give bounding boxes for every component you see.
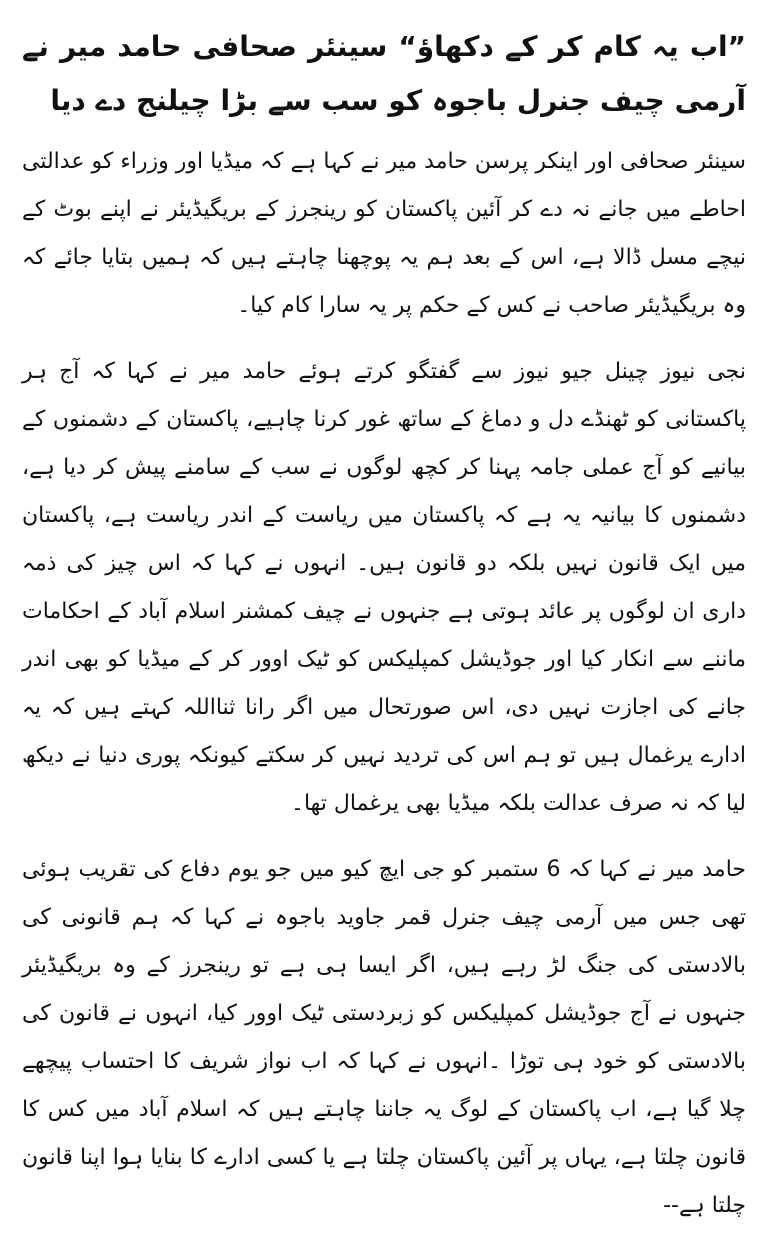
article-paragraph-3: حامد میر نے کہا کہ 6 ستمبر کو جی ایچ کیو میں جو یوم دفاع کی تقریب ہوئی تھی جس میں آرمی چیف جنرل قمر جاوید باجوہ نے کہا کہ ہم قانونی کی بالادستی کی جنگ لڑ رہے ہیں، اگر ایسا ہی ہے تو رینجرز کے وہ بریگیڈیئر جنہوں نے آج جوڈیشل کمپلیکس کو زبردستی ٹیک اوور کیا، انہوں نے قانون کی بالادستی کو خود ہی توڑا ۔انہوں نے کہا کہ اب نواز شریف کا احتساب پیچھے چلا گیا ہے، اب پاکستان کے لوگ یہ جاننا چاہتے ہیں کہ اسلام آباد میں کس کا قانون چلتا ہے، یہاں پر آئین پاکستان چلتا ہے یا کسی ادارے کا بنایا ہوا اپنا قانون چلتا ہے-- xyxy=(22,857,746,1218)
article-headline: ”اب یہ کام کر کے دکھاؤ“ سینئر صحافی حامد میر نے آرمی چیف جنرل باجوہ کو سب سے بڑا چیلنج دے دیا xyxy=(22,30,746,117)
article-paragraph-1: سینئر صحافی اور اینکر پرسن حامد میر نے کہا ہے کہ میڈیا اور وزراء کو عدالتی احاطے میں جانے نہ دے کر آئین پاکستان کو رینجرز کے بریگیڈیئر نے اپنے بوٹ کے نیچے مسل ڈالا ہے، اس کے بعد ہم یہ پوچھنا چاہتے ہیں کہ ہمیں بتایا جائے کہ وہ بریگیڈیئر صاحب نے کس کے حکم پر یہ سارا کام کیا۔ xyxy=(22,149,746,318)
article-paragraph-2: نجی نیوز چینل جیو نیوز سے گفتگو کرتے ہوئے حامد میر نے کہا کہ آج ہر پاکستانی کو ٹھنڈے دل و دماغ کے ساتھ غور کرنا چاہیے، پاکستان کے دشمنوں کے بیانیے کو آج عملی جامہ پہنا کر کچھ لوگوں نے سب کے سامنے پیش کر دیا ہے، دشمنوں کا بیانیہ یہ ہے کہ پاکستان میں ریاست کے اندر ریاست ہے، پاکستان میں ایک قانون نہیں بلکہ دو قانون ہیں۔ انہوں نے کہا کہ اس چیز کی ذمہ داری ان لوگوں پر عائد ہوتی ہے جنہوں نے چیف کمشنر اسلام آباد کے احکامات ماننے سے انکار کیا اور جوڈیشل کمپلیکس کو ٹیک اوور کر کے میڈیا کو بھی اندر جانے کی اجازت نہیں دی، اس صورتحال میں اگر رانا ثنااللہ کہتے ہیں کہ یہ ادارے یرغمال ہیں تو ہم اس کی تردید نہیں کر سکتے کیونکہ پوری دنیا نے دیکھ لیا کہ نہ صرف عدالت بلکہ میڈیا بھی یرغمال تھا۔ xyxy=(22,359,746,816)
article xyxy=(22,20,746,1248)
